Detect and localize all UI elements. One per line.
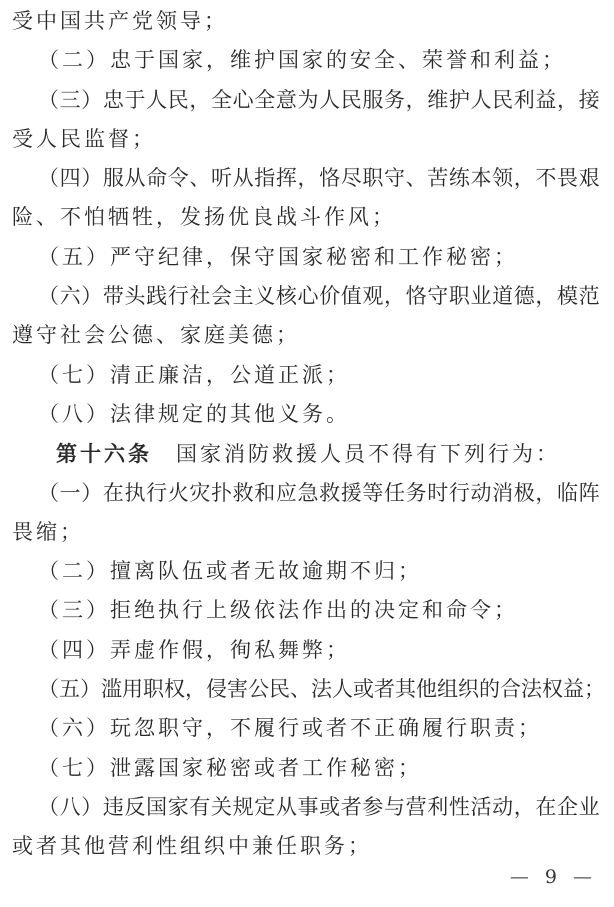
line-char: 头 [124, 284, 146, 309]
line-char: 职 [362, 166, 384, 191]
line-char: 模 [557, 284, 578, 309]
line-char: ） [81, 87, 103, 112]
line-char: 民 [269, 677, 290, 702]
line-char: 救 [319, 480, 341, 505]
line-char: 社 [189, 284, 211, 309]
footer-dash-right: — [573, 866, 592, 888]
text-line [12, 591, 600, 630]
line-char: 动 [470, 480, 492, 505]
line-char: 本 [470, 166, 492, 191]
line-char: 心 [232, 87, 254, 112]
line-char: 营 [405, 794, 427, 819]
line-char: 者 [340, 794, 362, 819]
text-line [12, 238, 600, 277]
line-char: 苦 [427, 166, 449, 191]
line-char: 他 [416, 677, 437, 702]
line-char: 范 [578, 284, 600, 309]
line-text: （四）弄虚作假，徇私舞弊； [38, 637, 350, 662]
line-char: ， [513, 166, 535, 191]
line-char: 意 [275, 87, 297, 112]
line-char: 四 [59, 166, 81, 191]
article-number: 第十六条 [56, 441, 152, 467]
line-char: 公 [248, 677, 269, 702]
line-char: （ [38, 794, 59, 819]
text-line [12, 41, 600, 80]
line-char: 五 [59, 677, 80, 702]
line-char: 灾 [189, 480, 211, 505]
line-char: 国 [146, 794, 168, 819]
line-char: 权 [542, 677, 563, 702]
line-char: 和 [254, 480, 276, 505]
line-char: 时 [427, 480, 449, 505]
line-char: 等 [362, 480, 384, 505]
line-char: 、 [405, 166, 427, 191]
text-line [12, 513, 600, 552]
line-char: 家 [167, 794, 189, 819]
line-text: 遵守社会公德、家庭美德； [12, 323, 300, 348]
text-line [12, 277, 600, 316]
line-text: 或者其他营利性组织中兼任职务； [12, 834, 372, 859]
line-char: 服 [102, 166, 124, 191]
line-text: 畏缩； [12, 519, 84, 544]
line-char: 在 [535, 794, 557, 819]
line-char: ， [535, 480, 557, 505]
line-char: 参 [362, 794, 384, 819]
line-char: 不 [535, 166, 557, 191]
line-char: 活 [470, 794, 492, 819]
line-char: 观 [362, 284, 384, 309]
line-char: 应 [275, 480, 297, 505]
line-char: 从 [275, 794, 297, 819]
line-char: ） [81, 166, 103, 191]
line-char: 从 [232, 166, 254, 191]
line-char: 命 [146, 166, 168, 191]
line-char: 忠 [102, 87, 124, 112]
footer-dash-left: — [509, 866, 529, 888]
line-char: ， [557, 87, 578, 112]
line-char: 道 [492, 284, 514, 309]
line-char: 恪 [405, 284, 427, 309]
line-text: 受人民监督； [12, 126, 156, 151]
line-char: 行 [146, 480, 168, 505]
line-char: 任 [384, 480, 405, 505]
line-char: 六 [59, 284, 81, 309]
line-char: 滥 [101, 677, 122, 702]
line-char: ， [297, 166, 319, 191]
line-char: 者 [374, 677, 395, 702]
line-char: 与 [384, 794, 405, 819]
line-char: 人 [146, 87, 168, 112]
line-char: 民 [340, 87, 362, 112]
text-line [12, 395, 600, 434]
line-char: 带 [102, 284, 124, 309]
line-char: 民 [492, 87, 514, 112]
line-char: 、 [189, 166, 211, 191]
line-char: 侵 [206, 677, 227, 702]
line-char: 人 [319, 87, 341, 112]
line-char: 业 [470, 284, 492, 309]
line-char: 务 [384, 87, 405, 112]
text-line [12, 434, 600, 473]
line-char: 执 [124, 480, 146, 505]
line-char: 核 [275, 284, 297, 309]
line-char: 动 [492, 794, 514, 819]
line-char: 反 [124, 794, 146, 819]
line-char: 人 [332, 677, 353, 702]
line-char: （ [38, 166, 59, 191]
line-char: 用 [122, 677, 143, 702]
line-char: 行 [448, 480, 470, 505]
text-line [12, 631, 600, 670]
line-char: 权 [164, 677, 185, 702]
text-line [12, 120, 600, 159]
line-text: （二）忠于国家，维护国家的安全、荣誉和利益； [38, 48, 566, 73]
line-char: ， [185, 677, 206, 702]
text-line [12, 2, 600, 41]
line-char: 合 [500, 677, 521, 702]
line-char: 全 [211, 87, 232, 112]
text-line [12, 356, 600, 395]
line-char: 维 [427, 87, 449, 112]
line-char: 临 [557, 480, 578, 505]
line-text: （三）拒绝执行上级依法作出的决定和命令； [38, 598, 518, 623]
line-char: ） [81, 284, 103, 309]
line-char: 救 [232, 480, 254, 505]
line-text: （七）泄露国家秘密或者工作秘密； [38, 755, 422, 780]
text-line [12, 81, 600, 120]
line-text: （八）法律规定的其他义务。 [38, 401, 350, 426]
line-text: （六）玩忽职守，不履行或者不正确履行职责； [38, 716, 542, 741]
line-char: （ [38, 87, 59, 112]
line-char: 三 [59, 87, 81, 112]
text-line [12, 827, 600, 866]
line-char: ， [405, 87, 427, 112]
line-char: 德 [513, 284, 535, 309]
line-char: 利 [427, 794, 449, 819]
line-char: 领 [492, 166, 514, 191]
line-char: 害 [227, 677, 248, 702]
line-char: 守 [384, 166, 405, 191]
line-char: 恪 [319, 166, 341, 191]
line-char: 急 [297, 480, 319, 505]
line-text: （二）擅离队伍或者无故逾期不归； [38, 559, 422, 584]
line-char: 规 [232, 794, 254, 819]
line-text: （五）严守纪律，保守国家秘密和工作秘密； [38, 244, 518, 269]
line-char: （ [38, 480, 59, 505]
line-char: （ [38, 284, 59, 309]
text-line [12, 316, 600, 355]
line-char: 职 [448, 284, 470, 309]
line-char: 挥 [275, 166, 297, 191]
line-char: 从 [124, 166, 146, 191]
page-number-footer [510, 864, 592, 890]
line-char: 八 [59, 794, 81, 819]
line-text: 险、不怕牺牲，发扬优良战斗作风； [12, 205, 396, 230]
line-char: 为 [297, 87, 319, 112]
line-char: 织 [458, 677, 479, 702]
line-char: 组 [437, 677, 458, 702]
line-char: 职 [143, 677, 164, 702]
line-char: ； [584, 677, 605, 702]
line-char: 主 [232, 284, 254, 309]
text-line [12, 749, 600, 788]
line-char: 全 [254, 87, 276, 112]
line-char: 、 [290, 677, 311, 702]
line-char: 行 [167, 284, 189, 309]
text-line [12, 788, 600, 827]
line-char: 会 [211, 284, 232, 309]
line-char: ） [81, 480, 103, 505]
line-char: 火 [167, 480, 189, 505]
line-char: 指 [254, 166, 276, 191]
document-content [12, 2, 605, 867]
line-char: 利 [513, 87, 535, 112]
line-char: 令 [167, 166, 189, 191]
line-text: 受中国共产党领导； [12, 9, 228, 33]
line-char: 业 [578, 794, 600, 819]
line-char: 或 [319, 794, 341, 819]
line-char: 消 [492, 480, 514, 505]
text-line [12, 670, 605, 709]
line-char: 援 [340, 480, 362, 505]
line-text: （七）清正廉洁，公道正派； [38, 362, 350, 387]
line-char: 听 [211, 166, 232, 191]
line-char: ， [513, 794, 535, 819]
line-char: 接 [578, 87, 600, 112]
line-char: 益 [535, 87, 557, 112]
line-char: 极 [513, 480, 535, 505]
line-char: 畏 [557, 166, 578, 191]
line-char: 于 [124, 87, 146, 112]
line-char: 法 [311, 677, 332, 702]
line-char: 在 [102, 480, 124, 505]
text-line [12, 474, 600, 513]
line-char: 艰 [578, 166, 600, 191]
line-char: 心 [297, 284, 319, 309]
line-char: 守 [427, 284, 449, 309]
line-char: 义 [254, 284, 276, 309]
line-char: 价 [319, 284, 341, 309]
text-line [12, 709, 600, 748]
line-char: 益 [563, 677, 584, 702]
line-char: ） [81, 794, 103, 819]
line-char: （ [38, 677, 59, 702]
line-char: 民 [167, 87, 189, 112]
line-char: 务 [405, 480, 427, 505]
line-char: 有 [189, 794, 211, 819]
line-char: 违 [102, 794, 124, 819]
line-char: 值 [340, 284, 362, 309]
line-char: 法 [521, 677, 542, 702]
page-number: 9 [544, 866, 557, 888]
line-char: ） [80, 677, 101, 702]
line-char: 人 [470, 87, 492, 112]
line-char: 定 [254, 794, 276, 819]
line-char: 或 [353, 677, 374, 702]
line-char: 扑 [211, 480, 232, 505]
line-char: 事 [297, 794, 319, 819]
line-char: 练 [448, 166, 470, 191]
line-char: 服 [362, 87, 384, 112]
line-char: 其 [395, 677, 416, 702]
line-char: 践 [146, 284, 168, 309]
line-char: 企 [557, 794, 578, 819]
line-text: 国家消防救援人员不得有下列行为： [152, 442, 560, 467]
line-char: 的 [479, 677, 500, 702]
line-char: ， [189, 87, 211, 112]
text-line [12, 552, 600, 591]
line-char: 性 [448, 794, 470, 819]
text-line [12, 159, 600, 198]
line-char: 阵 [578, 480, 600, 505]
line-char: 护 [448, 87, 470, 112]
text-line [12, 198, 600, 237]
line-char: ， [535, 284, 557, 309]
line-char: 一 [59, 480, 81, 505]
line-char: 关 [211, 794, 232, 819]
line-char: 尽 [340, 166, 362, 191]
line-char: ， [384, 284, 405, 309]
